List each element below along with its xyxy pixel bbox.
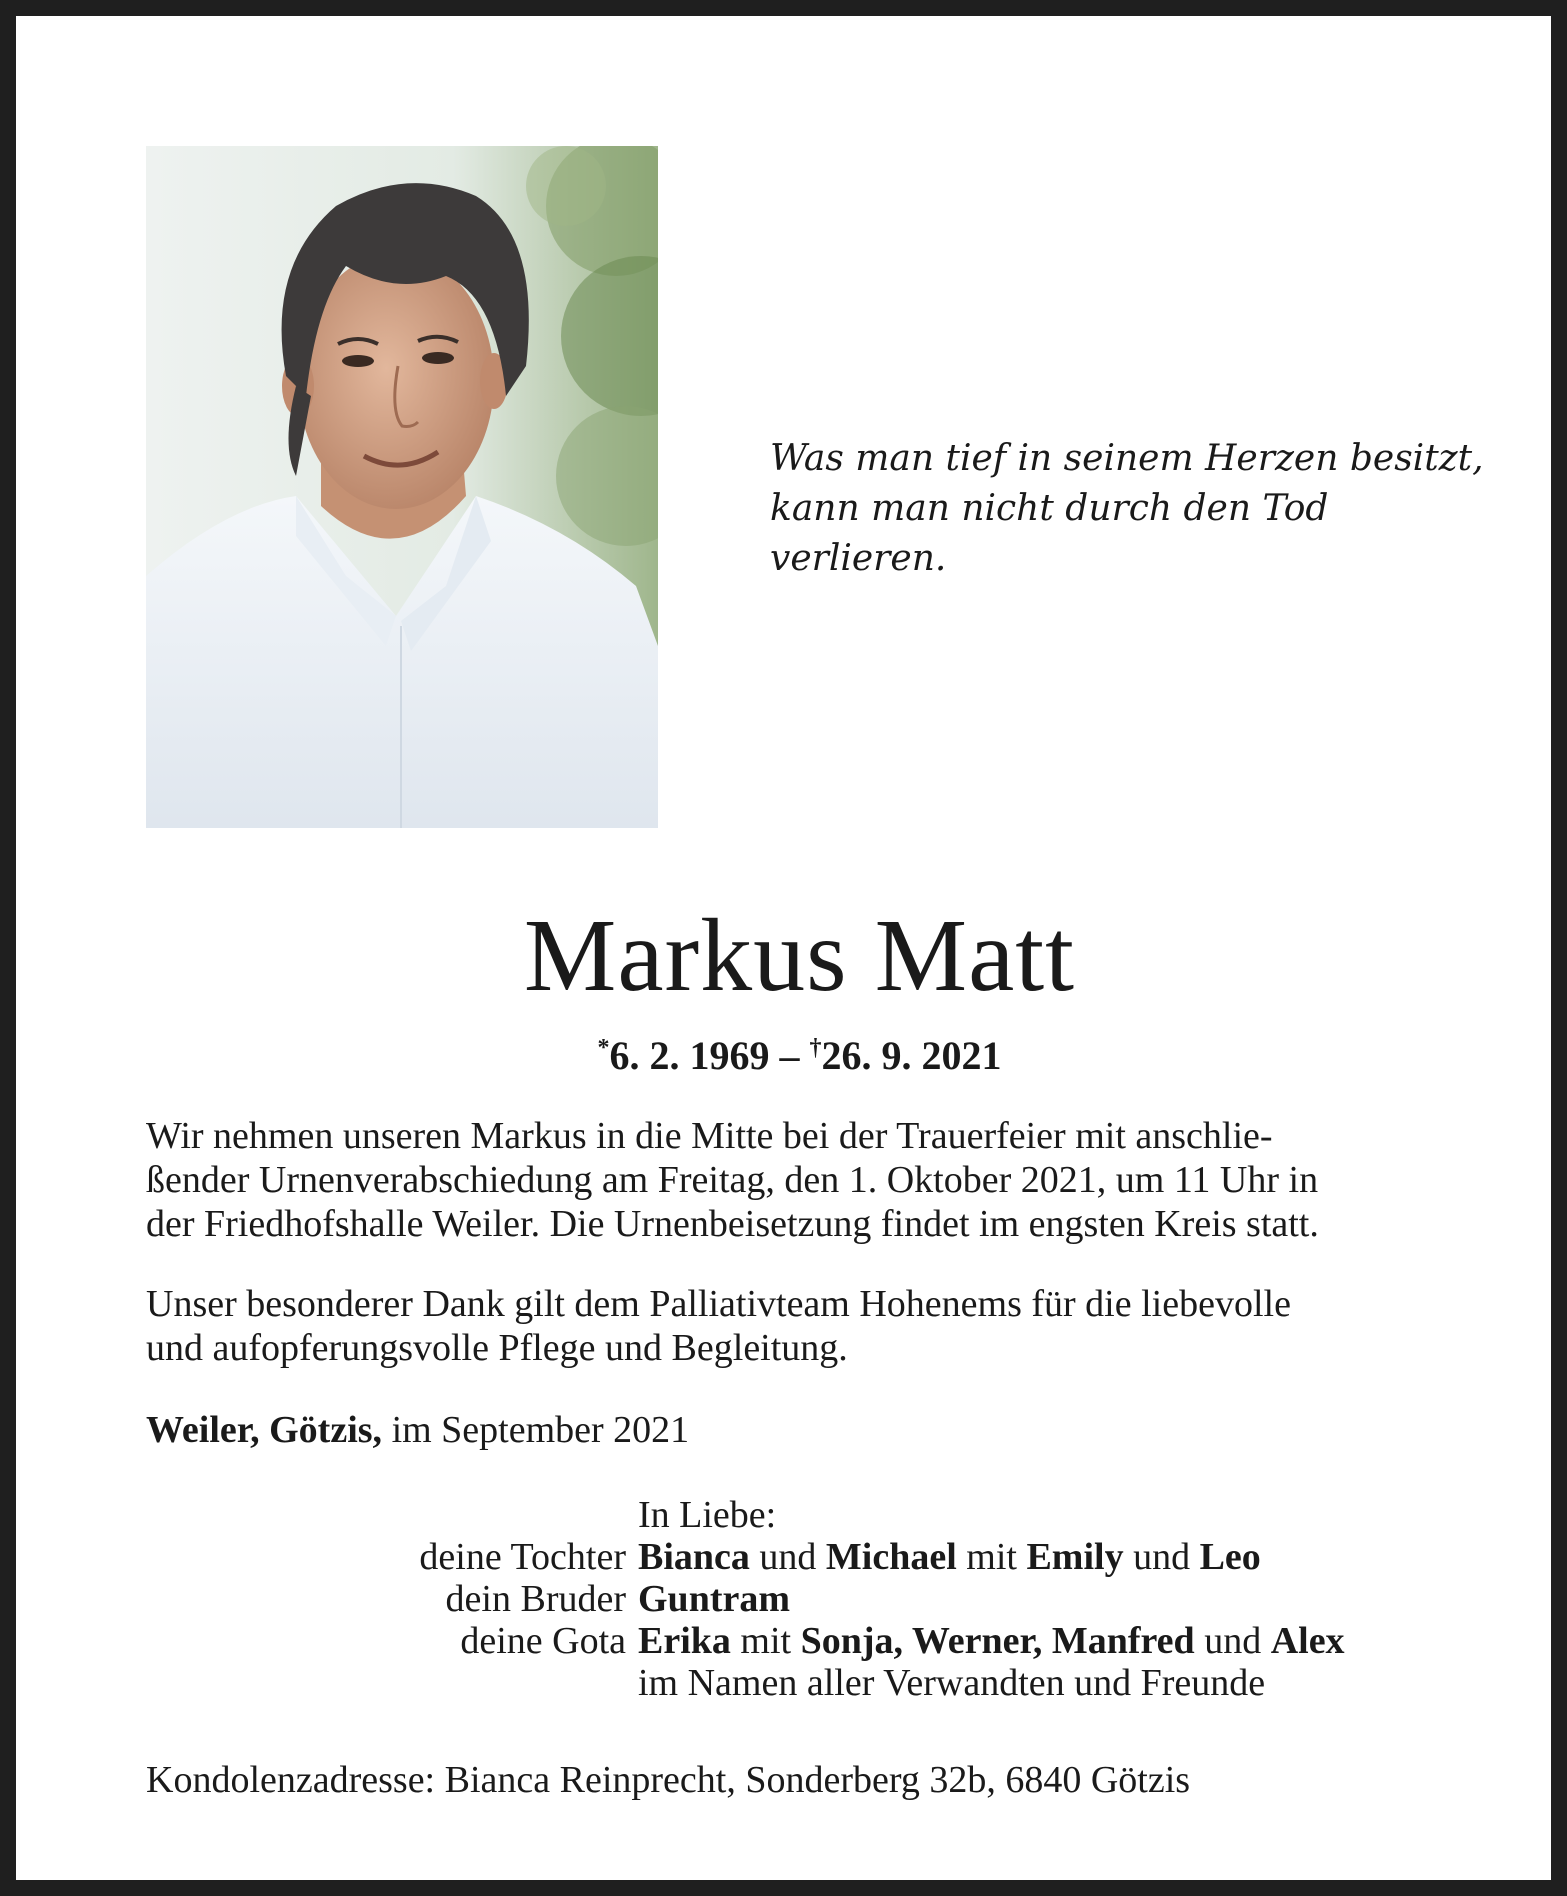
mourners-list bbox=[146, 1494, 1466, 1704]
thanks-line-1: Unser besonderer Dank gilt dem Palliativteam Hohenems für die liebevolle bbox=[146, 1283, 1291, 1325]
date-separator: – bbox=[769, 1033, 810, 1078]
mourner-row-gota: deine Gota Erika mit Sonja, Werner, Manfred und Alex bbox=[146, 1620, 1466, 1662]
birth-symbol: * bbox=[597, 1035, 610, 1061]
mourners-closing: im Namen aller Verwandten und Freunde bbox=[638, 1662, 1266, 1704]
memorial-quote bbox=[770, 434, 1490, 584]
mourner-name: Guntram bbox=[638, 1578, 790, 1620]
mourner-name: Erika bbox=[638, 1620, 731, 1662]
mourner-row-daughter: deine Tochter Bianca und Michael mit Emily und Leo bbox=[146, 1536, 1466, 1578]
ceremony-line-3: der Friedhofshalle Weiler. Die Urnenbeisetzung findet im engsten Kreis statt. bbox=[146, 1203, 1319, 1245]
mourners-intro: In Liebe: bbox=[638, 1494, 777, 1536]
condolence-address: Kondolenzadresse: Bianca Reinprecht, Sonderberg 32b, 6840 Götzis bbox=[146, 1759, 1191, 1801]
death-symbol: † bbox=[809, 1035, 822, 1061]
birth-date: 6. 2. 1969 bbox=[609, 1033, 770, 1078]
ceremony-paragraph bbox=[146, 1114, 1466, 1246]
relation-label: deine Gota bbox=[460, 1620, 626, 1662]
death-date: 26. 9. 2021 bbox=[821, 1033, 1002, 1078]
thanks-line-2: und aufopferungsvolle Pflege und Begleitung. bbox=[146, 1327, 848, 1369]
mourners-intro-row bbox=[146, 1494, 1466, 1536]
thanks-paragraph bbox=[146, 1282, 1466, 1370]
deceased-name: Markus Matt bbox=[523, 898, 1076, 1013]
place-and-date bbox=[146, 1408, 1466, 1452]
place-names: Weiler, Götzis, bbox=[146, 1409, 383, 1451]
mourner-name: Bianca bbox=[638, 1536, 750, 1578]
mourner-row-brother bbox=[146, 1578, 1466, 1620]
mourner-name: Emily bbox=[1026, 1536, 1124, 1578]
life-dates bbox=[16, 1031, 1567, 1081]
mourner-name: Sonja, Werner, Manfred bbox=[800, 1620, 1195, 1662]
mourner-name: Alex bbox=[1270, 1620, 1345, 1662]
quote-line-1: Was man tief in seinem Herzen besitzt, bbox=[770, 438, 1484, 479]
ceremony-line-2: ßender Urnenverabschiedung am Freitag, den 1. Oktober 2021, um 11 Uhr in bbox=[146, 1159, 1319, 1201]
ceremony-line-1: Wir nehmen unseren Markus in die Mitte bei der Trauerfeier mit anschlie- bbox=[146, 1115, 1273, 1157]
place-month: im September 2021 bbox=[382, 1409, 690, 1451]
quote-line-2: kann man nicht durch den Tod verlieren. bbox=[770, 488, 1329, 579]
relation-label: dein Bruder bbox=[445, 1578, 626, 1620]
portrait-illustration bbox=[146, 146, 658, 828]
relation-label: deine Tochter bbox=[419, 1536, 626, 1578]
mourner-name: Michael bbox=[825, 1536, 957, 1578]
portrait-photo bbox=[146, 146, 658, 828]
mourners-closing-row bbox=[146, 1662, 1466, 1704]
mourner-name: Leo bbox=[1199, 1536, 1261, 1578]
